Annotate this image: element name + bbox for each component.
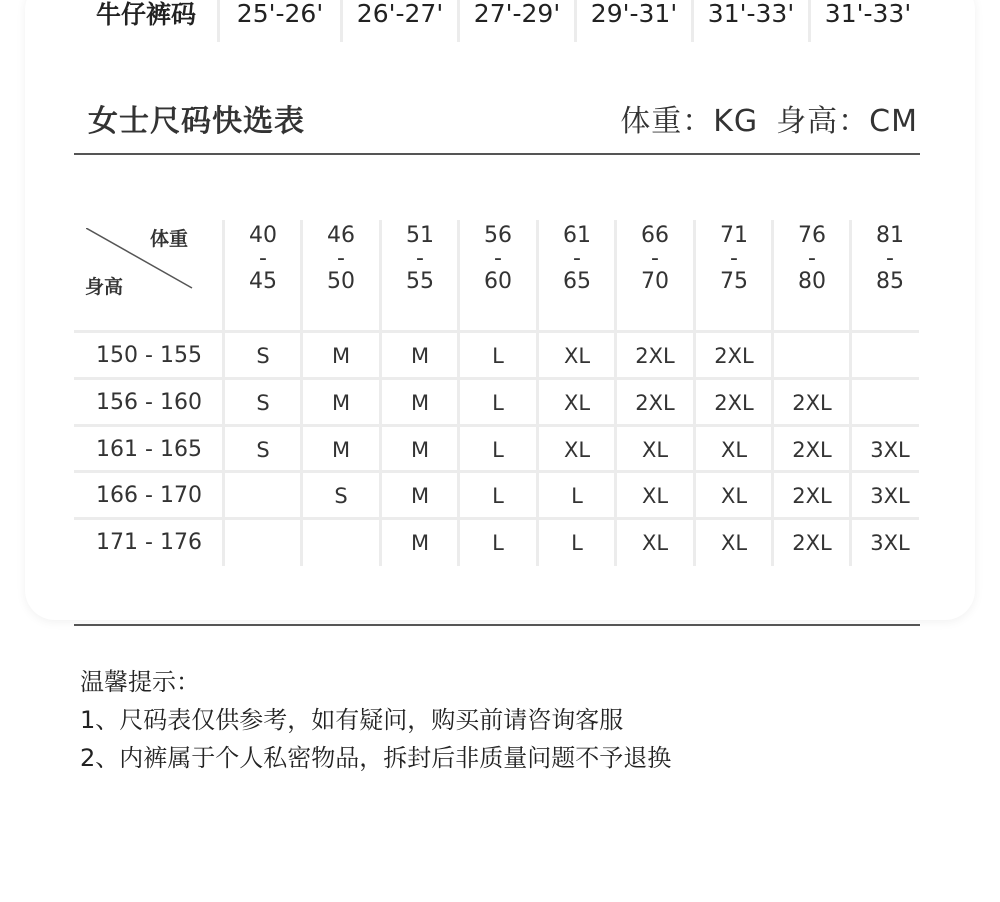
height-range-label: 166 - 170: [96, 483, 202, 508]
weight-range-header: 46 - 50: [327, 223, 355, 294]
size-cell: L: [492, 484, 504, 508]
size-cell: L: [492, 344, 504, 368]
size-cell: L: [571, 484, 583, 508]
jeans-size-row: [0, 0, 1000, 42]
tips-section: [80, 663, 671, 777]
size-cell: M: [331, 438, 351, 462]
size-cell: M: [410, 531, 430, 555]
grid-line: [74, 517, 919, 520]
jeans-size-value: 25'-26': [236, 0, 324, 28]
weight-range-header: 81 - 85: [876, 223, 904, 294]
size-cell: XL: [563, 391, 591, 415]
size-cell: 2XL: [714, 391, 754, 415]
size-cell: L: [492, 531, 504, 555]
weight-range-header: 56 - 60: [484, 223, 512, 294]
size-cell: 2XL: [635, 391, 675, 415]
weight-range-header: 66 - 70: [641, 223, 669, 294]
size-cell: M: [331, 391, 351, 415]
height-range-label: 171 - 176: [96, 530, 202, 555]
size-cell: XL: [720, 531, 748, 555]
title-divider: [74, 153, 920, 155]
size-cell: M: [331, 344, 351, 368]
size-cell: XL: [563, 344, 591, 368]
size-cell: 2XL: [635, 344, 675, 368]
size-cell: M: [410, 391, 430, 415]
units-legend: [620, 96, 918, 140]
size-chart-card: [25, 0, 975, 620]
section-divider: [74, 624, 920, 626]
size-cell: 3XL: [870, 484, 910, 508]
weight-axis-label: 体重: [150, 228, 189, 250]
tips-heading: 温馨提示：: [80, 668, 200, 696]
grid-line: [74, 330, 919, 333]
size-cell: L: [571, 531, 583, 555]
weight-range-header: 51 - 55: [406, 223, 434, 294]
weight-range-header: 76 - 80: [798, 223, 826, 294]
grid-line: [74, 377, 919, 380]
size-cell: XL: [641, 531, 669, 555]
tips-line: 2、内裤属于个人私密物品，拆封后非质量问题不予退换: [80, 744, 672, 772]
grid-line: [74, 470, 919, 473]
size-cell: 2XL: [792, 531, 832, 555]
weight-range-header: 71 - 75: [720, 223, 748, 294]
height-range-label: 150 - 155: [96, 343, 202, 368]
size-cell: XL: [720, 438, 748, 462]
size-cell: 2XL: [792, 391, 832, 415]
jeans-size-value: 29'-31': [590, 0, 678, 28]
weight-range-header: 61 - 65: [563, 223, 591, 294]
size-cell: XL: [641, 438, 669, 462]
size-cell: S: [256, 344, 270, 368]
weight-range-header: 40 - 45: [249, 223, 277, 294]
height-unit-label: 身高：: [776, 104, 870, 139]
size-cell: M: [410, 438, 430, 462]
size-cell: L: [492, 438, 504, 462]
size-cell: 3XL: [870, 438, 910, 462]
size-cell: XL: [641, 484, 669, 508]
jeans-size-value: 31'-33': [707, 0, 795, 28]
size-cell: XL: [563, 438, 591, 462]
size-cell: XL: [720, 484, 748, 508]
page-title: 女士尺码快选表: [88, 104, 305, 139]
jeans-size-label: 牛仔裤码: [96, 0, 197, 29]
weight-unit-value: KG: [713, 104, 759, 139]
height-unit-value: CM: [869, 104, 918, 139]
jeans-size-value: 27'-29': [473, 0, 561, 28]
size-cell: 2XL: [792, 484, 832, 508]
weight-unit-label: 体重：: [620, 104, 714, 139]
size-cell: M: [410, 344, 430, 368]
size-cell: 2XL: [714, 344, 754, 368]
height-range-label: 161 - 165: [96, 437, 202, 462]
height-axis-label: 身高: [85, 276, 124, 298]
grid-line: [74, 424, 919, 427]
size-cell: 2XL: [792, 438, 832, 462]
size-cell: S: [334, 484, 348, 508]
size-cell: S: [256, 438, 270, 462]
jeans-size-value: 31'-33': [824, 0, 912, 28]
height-range-label: 156 - 160: [96, 390, 202, 415]
tips-line: 1、尺码表仅供参考，如有疑问，购买前请咨询客服: [80, 706, 624, 734]
size-cell: M: [410, 484, 430, 508]
size-cell: 3XL: [870, 531, 910, 555]
jeans-size-value: 26'-27': [356, 0, 444, 28]
size-cell: S: [256, 391, 270, 415]
size-cell: L: [492, 391, 504, 415]
